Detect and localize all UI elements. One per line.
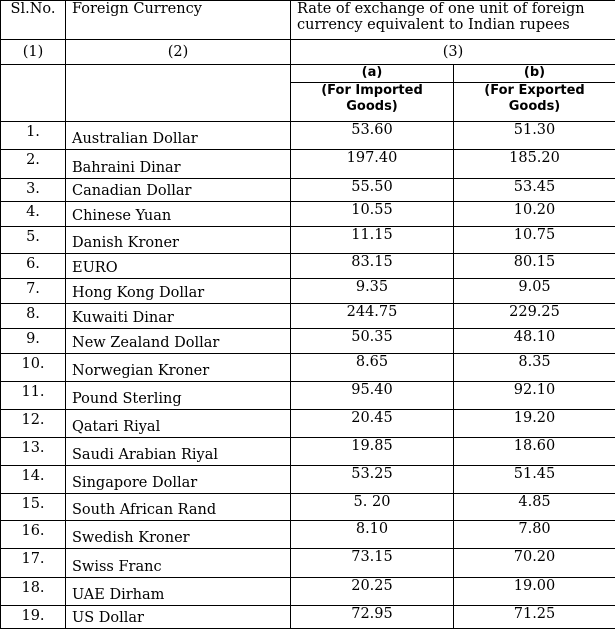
table-row	[1, 578, 615, 606]
table-row	[1, 150, 615, 179]
exported-rate: 4.85	[454, 494, 615, 521]
table-row	[1, 304, 615, 329]
currency-name: Singapore Dollar	[66, 466, 291, 494]
currency-name: UAE Dirham	[66, 578, 291, 606]
imported-rate: 197.40	[291, 150, 454, 179]
sl-number: 15.	[1, 494, 66, 521]
exported-rate: 92.10	[454, 382, 615, 410]
currency-name: Norwegian Kroner	[66, 354, 291, 382]
imported-rate: 5. 20	[291, 494, 454, 521]
currency-name: Swiss Franc	[66, 549, 291, 578]
sl-number: 6.	[1, 254, 66, 279]
exported-rate: 48.10	[454, 329, 615, 354]
exported-goods-header: (For Exported Goods)	[454, 83, 615, 122]
sl-number: 8.	[1, 304, 66, 329]
imported-rate: 20.45	[291, 410, 454, 438]
exported-rate: 8.35	[454, 354, 615, 382]
sl-number: 16.	[1, 521, 66, 549]
exported-rate: 51.30	[454, 122, 615, 150]
sl-number: 19.	[1, 606, 66, 629]
exported-rate: 51.45	[454, 466, 615, 494]
sl-number: 18.	[1, 578, 66, 606]
sl-number: 1.	[1, 122, 66, 150]
imported-rate: 72.95	[291, 606, 454, 629]
currency-name: Kuwaiti Dinar	[66, 304, 291, 329]
currency-name: Canadian Dollar	[66, 179, 291, 202]
exported-rate: 80.15	[454, 254, 615, 279]
imported-rate: 53.25	[291, 466, 454, 494]
column-number-3: (3)	[291, 40, 615, 65]
foreign-currency-header: Foreign Currency	[66, 1, 291, 40]
exported-rate: 185.20	[454, 150, 615, 179]
imported-goods-header: (For Imported Goods)	[291, 83, 454, 122]
exported-rate: 9.05	[454, 279, 615, 304]
table-row	[1, 227, 615, 254]
sub-column-a: (a)	[291, 65, 454, 83]
imported-rate: 95.40	[291, 382, 454, 410]
exported-rate: 10.75	[454, 227, 615, 254]
sub-column-letter-row	[1, 65, 615, 83]
table-row	[1, 202, 615, 227]
exported-rate: 19.20	[454, 410, 615, 438]
empty-cell	[1, 65, 66, 122]
table-row	[1, 606, 615, 629]
imported-rate: 53.60	[291, 122, 454, 150]
currency-name: US Dollar	[66, 606, 291, 629]
rate-header: Rate of exchange of one unit of foreign currency equivalent to Indian rupees	[291, 1, 615, 40]
table-row	[1, 466, 615, 494]
column-number-2: (2)	[66, 40, 291, 65]
table-row	[1, 179, 615, 202]
sl-number: 12.	[1, 410, 66, 438]
exported-rate: 53.45	[454, 179, 615, 202]
table-row	[1, 549, 615, 578]
currency-name: Australian Dollar	[66, 122, 291, 150]
exported-rate: 19.00	[454, 578, 615, 606]
currency-name: Pound Sterling	[66, 382, 291, 410]
exported-rate: 10.20	[454, 202, 615, 227]
sl-number: 2.	[1, 150, 66, 179]
currency-name: Saudi Arabian Riyal	[66, 438, 291, 466]
empty-cell	[66, 65, 291, 122]
table-row	[1, 122, 615, 150]
imported-rate: 19.85	[291, 438, 454, 466]
imported-rate: 10.55	[291, 202, 454, 227]
sl-no-header: Sl.No.	[1, 1, 66, 40]
currency-name: South African Rand	[66, 494, 291, 521]
currency-name: Hong Kong Dollar	[66, 279, 291, 304]
sl-number: 7.	[1, 279, 66, 304]
sl-number: 9.	[1, 329, 66, 354]
currency-name: Bahraini Dinar	[66, 150, 291, 179]
table-row	[1, 354, 615, 382]
exported-rate: 71.25	[454, 606, 615, 629]
imported-rate: 9.35	[291, 279, 454, 304]
exported-rate: 70.20	[454, 549, 615, 578]
currency-name: EURO	[66, 254, 291, 279]
sl-number: 4.	[1, 202, 66, 227]
currency-name: New Zealand Dollar	[66, 329, 291, 354]
table-row	[1, 279, 615, 304]
currency-name: Swedish Kroner	[66, 521, 291, 549]
currency-name: Danish Kroner	[66, 227, 291, 254]
exported-rate: 229.25	[454, 304, 615, 329]
sl-number: 3.	[1, 179, 66, 202]
sub-column-b: (b)	[454, 65, 615, 83]
imported-rate: 244.75	[291, 304, 454, 329]
sl-number: 11.	[1, 382, 66, 410]
sl-number: 5.	[1, 227, 66, 254]
imported-rate: 73.15	[291, 549, 454, 578]
exported-rate: 7.80	[454, 521, 615, 549]
table-row	[1, 329, 615, 354]
sl-number: 10.	[1, 354, 66, 382]
sl-number: 14.	[1, 466, 66, 494]
imported-rate: 8.10	[291, 521, 454, 549]
column-number-row	[1, 40, 615, 65]
header-row	[1, 1, 615, 40]
table-row	[1, 494, 615, 521]
table-row	[1, 438, 615, 466]
table-row	[1, 521, 615, 549]
sl-number: 17.	[1, 549, 66, 578]
sl-number: 13.	[1, 438, 66, 466]
exported-rate: 18.60	[454, 438, 615, 466]
table-row	[1, 382, 615, 410]
imported-rate: 11.15	[291, 227, 454, 254]
imported-rate: 55.50	[291, 179, 454, 202]
table-row	[1, 254, 615, 279]
currency-name: Chinese Yuan	[66, 202, 291, 227]
currency-name: Qatari Riyal	[66, 410, 291, 438]
imported-rate: 50.35	[291, 329, 454, 354]
column-number-1: (1)	[1, 40, 66, 65]
table-row	[1, 410, 615, 438]
imported-rate: 83.15	[291, 254, 454, 279]
imported-rate: 8.65	[291, 354, 454, 382]
imported-rate: 20.25	[291, 578, 454, 606]
